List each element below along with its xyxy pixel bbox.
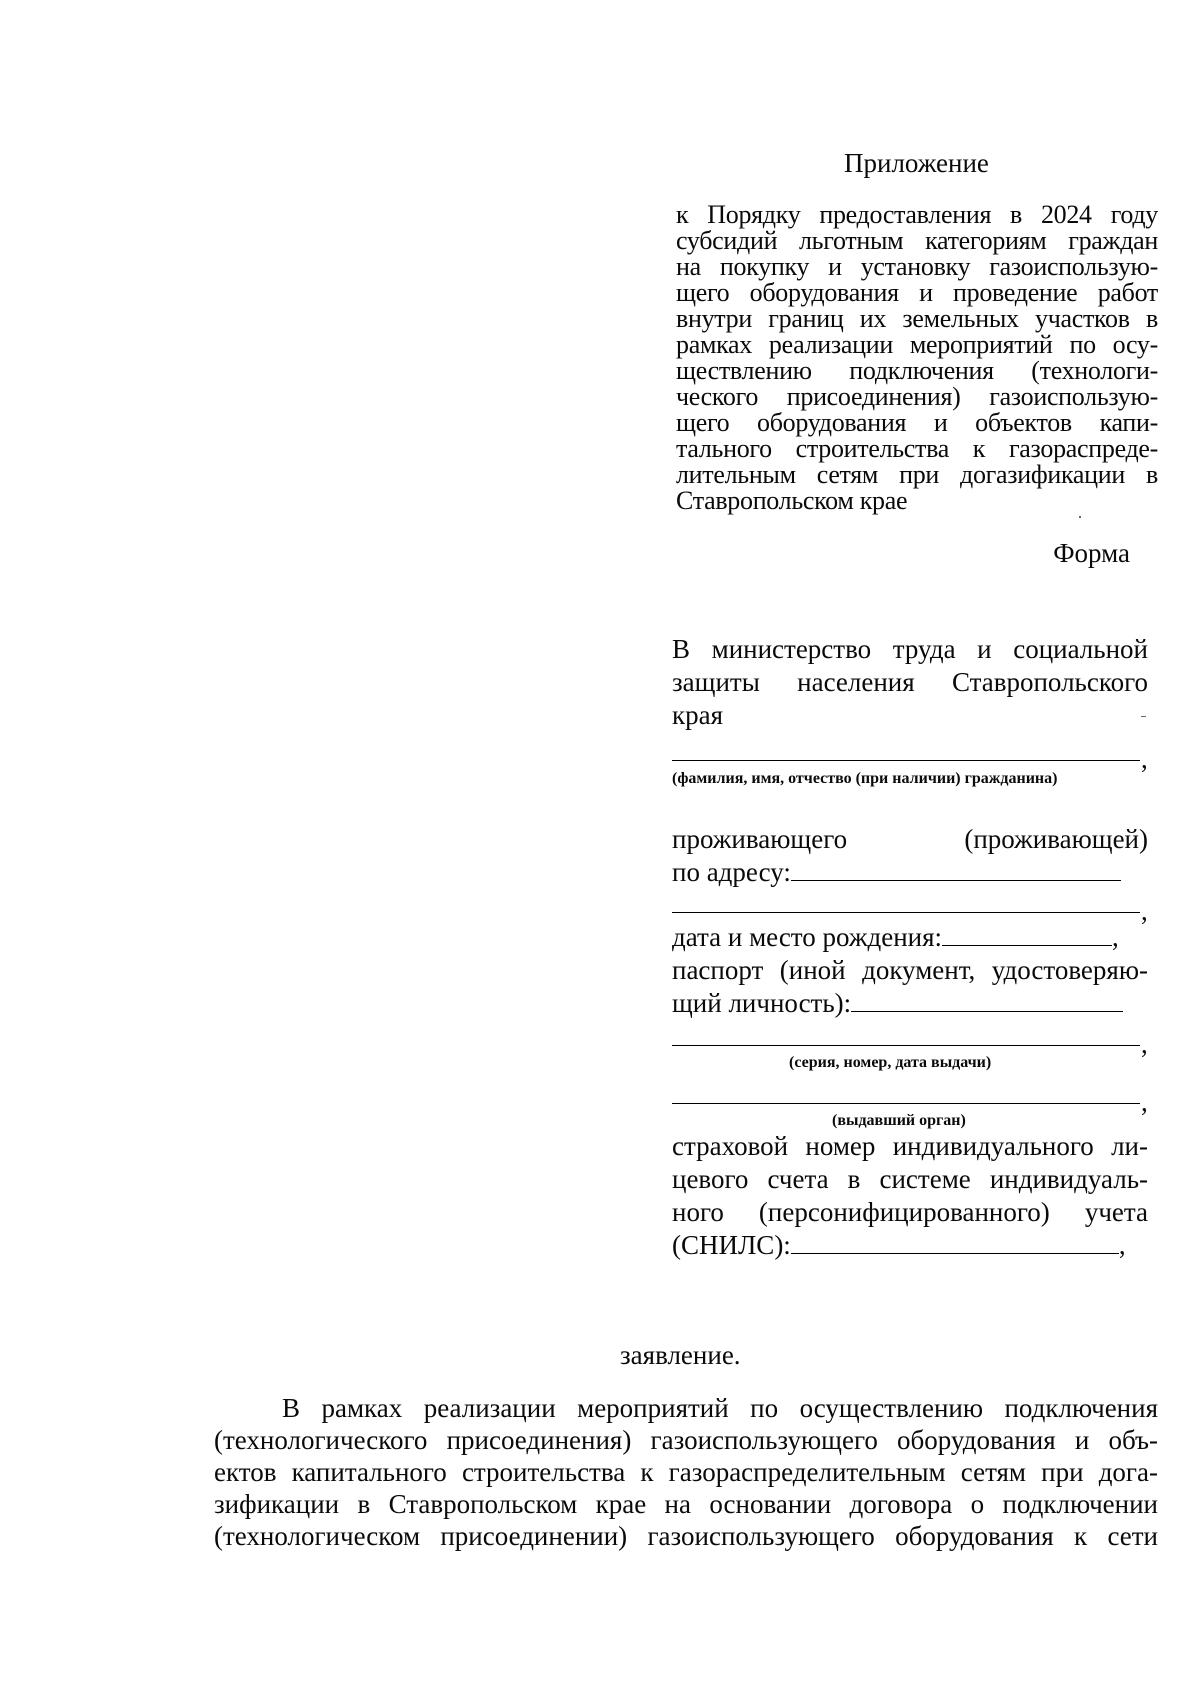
passport-caption: (серия, номер, дата выдачи) — [789, 1054, 992, 1071]
snils-line: цевого счета в системе индивидуаль- — [672, 1164, 1148, 1194]
basis-line: тального строительства к газораспреде- — [676, 434, 1158, 463]
basis-line: ческого присоединения) газоиспользую- — [676, 382, 1158, 411]
statement-line: ектов капитального строительства к газораспределительным сетям при дога- — [214, 1457, 1158, 1487]
issuer-line[interactable] — [672, 1103, 1140, 1104]
birth-label: дата и место рождения: — [672, 922, 943, 952]
name-input-line[interactable] — [672, 760, 1140, 761]
statement-line: В рамках реализации мероприятий по осуществлению подключения — [282, 1393, 1158, 1423]
addressee-line: края — [672, 700, 724, 730]
statement-line: (технологического присоединения) газоиспользующего оборудования и объ- — [214, 1425, 1158, 1455]
scan-speck — [1079, 516, 1081, 518]
snils-line: страховой номер индивидуального ли- — [672, 1131, 1148, 1161]
comma: , — [1141, 744, 1148, 774]
birth-input-line[interactable] — [942, 944, 1112, 946]
basis-line: к Порядку предоставления в 2024 году — [676, 200, 1158, 229]
appendix-title: Приложение — [844, 148, 989, 178]
birth-row — [672, 921, 1148, 954]
snils-label: (СНИЛС): — [672, 1230, 791, 1260]
passport-details-line[interactable] — [672, 1045, 1140, 1046]
appendix-basis — [676, 202, 1158, 514]
identity-label: щий личность): — [672, 988, 852, 1018]
basis-line: Ставропольском крае — [676, 486, 908, 515]
name-caption: (фамилия, имя, отчество (при наличии) гражданина) — [672, 770, 1058, 787]
statement-line: (технологическом присоединении) газоиспользующего оборудования к сети — [214, 1521, 1158, 1551]
basis-line: субсидий льготным категориям граждан — [676, 226, 1158, 255]
statement-line: зификации в Ставропольском крае на основании договора о подключении — [214, 1489, 1158, 1519]
scan-speck — [1141, 716, 1146, 717]
basis-line: лительным сетям при догазификации в — [676, 460, 1158, 489]
basis-line: рамках реализации мероприятий по осу- — [676, 330, 1158, 359]
address-continuation-line[interactable] — [672, 912, 1140, 913]
comma: , — [1141, 1087, 1148, 1117]
form-label: Форма — [1053, 538, 1130, 568]
comma: , — [1118, 1230, 1126, 1260]
address-input-line[interactable] — [791, 879, 1121, 881]
basis-line: ществлению подключения (технологи- — [676, 356, 1158, 385]
basis-line: на покупку и установку газоиспользую- — [676, 252, 1158, 281]
address-row — [672, 856, 1148, 889]
addressee-line: защиты населения Ставропольского — [672, 667, 1148, 697]
basis-line: щего оборудования и объектов капи- — [676, 408, 1158, 437]
comma: , — [1141, 1029, 1148, 1059]
issuer-caption: (выдавший орган) — [832, 1112, 966, 1129]
comma: , — [1112, 922, 1119, 952]
address-label: по адресу: — [672, 857, 791, 887]
passport-line: паспорт (иной документ, удостоверяю- — [672, 955, 1148, 985]
snils-line: ного (персонифицированного) учета — [672, 1197, 1148, 1227]
basis-line: внутри границ их земельных участков в — [676, 304, 1158, 333]
identity-input-line[interactable] — [851, 1010, 1123, 1012]
identity-row — [672, 987, 1148, 1020]
statement-heading: заявление. — [620, 1340, 741, 1370]
addressee-line: В министерство труда и социальной — [672, 634, 1148, 664]
snils-row — [672, 1229, 1148, 1262]
comma: , — [1141, 896, 1148, 926]
basis-line: щего оборудования и проведение работ — [676, 278, 1158, 307]
residing-line: проживающего (проживающей) — [672, 824, 1148, 854]
snils-input-line[interactable] — [791, 1252, 1119, 1254]
